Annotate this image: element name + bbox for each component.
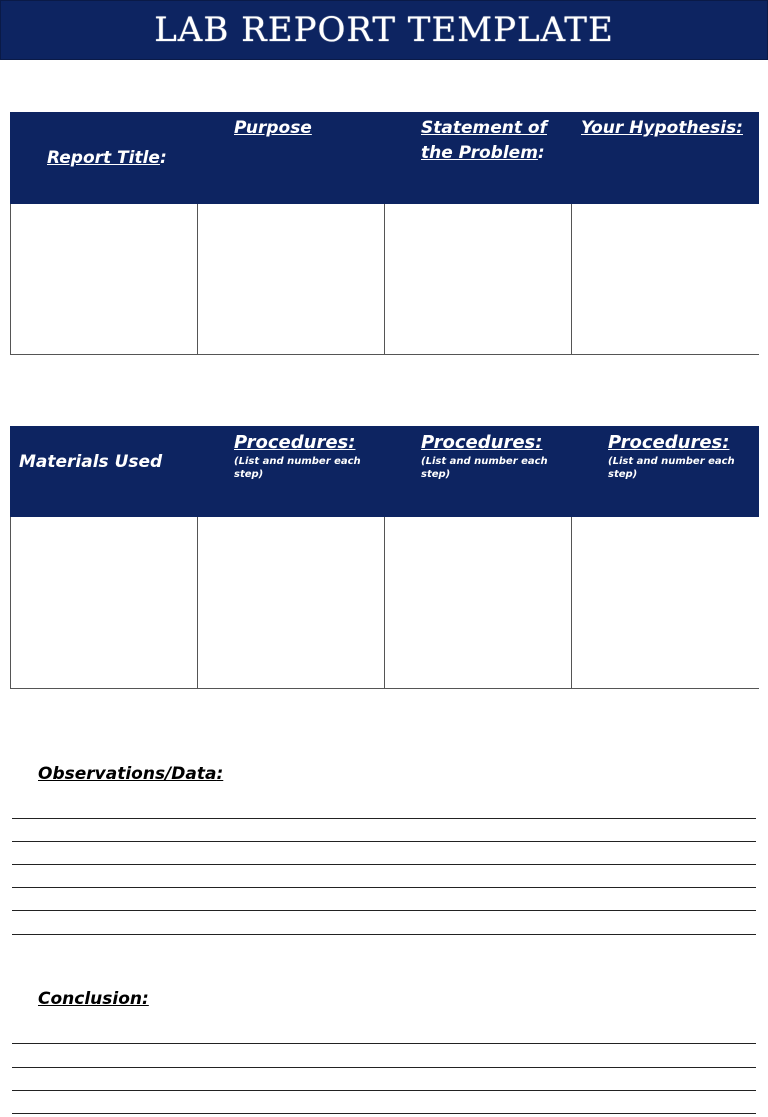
header-materials	[11, 427, 198, 517]
header-procedures-2	[385, 427, 572, 517]
observations-line[interactable]	[12, 887, 756, 888]
procedures-cell-2[interactable]	[385, 517, 572, 689]
hypothesis-label: Your Hypothesis:	[581, 118, 743, 138]
procedures-label: Procedures:	[234, 432, 356, 453]
header-statement: Statement of the Problem:	[385, 113, 572, 204]
report-title-cell[interactable]	[11, 204, 198, 355]
header-hypothesis	[572, 113, 759, 204]
conclusion-line[interactable]	[12, 1090, 756, 1091]
procedures-label: Procedures:	[421, 432, 543, 453]
procedures-cell-3[interactable]	[572, 517, 759, 689]
procedures-note: (List and number each step)	[421, 456, 548, 480]
statement-label: Statement of the Problem	[421, 118, 547, 163]
observations-line[interactable]	[12, 841, 756, 842]
header-report-title: Report Title :	[11, 113, 198, 204]
observations-heading: Observations/Data:	[38, 764, 224, 784]
header-procedures-3	[572, 427, 759, 517]
purpose-label: Purpose	[234, 118, 312, 138]
procedures-note: (List and number each step)	[234, 456, 361, 480]
materials-label: Materials Used	[19, 452, 163, 472]
title-banner	[0, 0, 768, 60]
procedures-cell-1[interactable]	[198, 517, 385, 689]
conclusion-line[interactable]	[12, 1043, 756, 1044]
conclusion-line[interactable]	[12, 1067, 756, 1068]
conclusion-heading: Conclusion:	[38, 989, 149, 1009]
materials-procedures-table	[10, 426, 759, 689]
report-title-label: Report Title	[47, 147, 160, 168]
purpose-cell[interactable]	[198, 204, 385, 355]
procedures-note: (List and number each step)	[608, 456, 735, 480]
observations-line[interactable]	[12, 864, 756, 865]
header-procedures-1	[198, 427, 385, 517]
conclusion-line[interactable]	[12, 1113, 756, 1114]
materials-cell[interactable]	[11, 517, 198, 689]
observations-line[interactable]	[12, 934, 756, 935]
observations-line[interactable]	[12, 910, 756, 911]
procedures-label: Procedures:	[608, 432, 730, 453]
header-purpose	[198, 113, 385, 204]
hypothesis-cell[interactable]	[572, 204, 759, 355]
report-info-table	[10, 112, 759, 355]
observations-line[interactable]	[12, 818, 756, 819]
page-title: LAB REPORT TEMPLATE	[154, 10, 614, 50]
statement-cell[interactable]	[385, 204, 572, 355]
